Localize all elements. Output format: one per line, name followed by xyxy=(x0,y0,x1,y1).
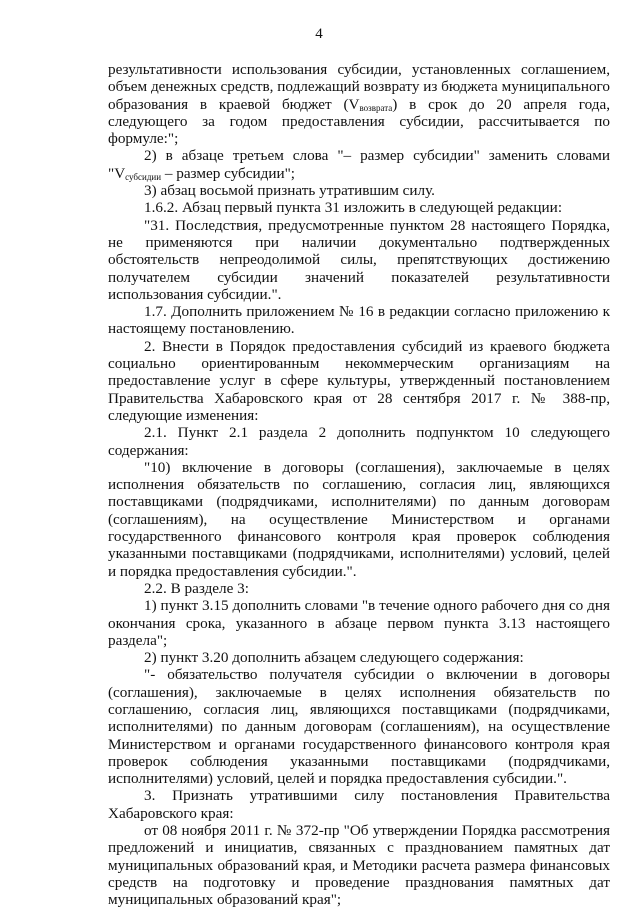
paragraph-text: от 08 ноября 2011 г. № 372-пр "Об утверждении Порядка рассмотрения предложений и инициатив, связанных с празднованием памятных дат муниципальных образований края, и Методики расчета размера финансовых средств на подготовку и проведение празднования памятных дат муниципальных образований края"; xyxy=(108,822,610,909)
document-body xyxy=(108,61,610,909)
paragraph-text: 3) абзац восьмой признать утратившим силу. xyxy=(144,182,435,200)
paragraph-2 xyxy=(108,338,610,424)
paragraph-text: 2) пункт 3.20 дополнить абзацем следующего содержания: xyxy=(144,649,524,667)
paragraph-text: 1.7. Дополнить приложением № 16 в редакции согласно приложению к настоящему постановлению. xyxy=(108,303,610,338)
paragraph-text: "10) включение в договоры (соглашения), заключаемые в целях исполнения обязательств по соглашению, согласия лиц, являющихся поставщиками (подрядчиками, исполнителями) по данным договорам (соглашениям), на осуществление Министерством и органами государственного финансового контроля края проверок соблюдения указанными поставщиками (подрядчиками, исполнителями) условий, целей и порядка предоставления субсидии.". xyxy=(108,458,610,580)
paragraph-text: 2.2. В разделе 3: xyxy=(144,579,249,597)
paragraph-10 xyxy=(108,459,610,580)
page-number: 4 xyxy=(315,26,323,42)
paragraph-text: "31. Последствия, предусмотренные пунктом 28 настоящего Порядка, не применяются при наличии документально подтвержденных обстоятельств непреодолимой силы, препятствующих достижению получателем субсидии значений показателей результативности использования субсидии.". xyxy=(108,216,610,303)
paragraph-text: 2) в абзаце третьем слова "– размер субсидии" заменить словами "V xyxy=(108,147,610,182)
paragraph-2-1 xyxy=(108,424,610,459)
paragraph-text: "- обязательство получателя субсидии о включении в договоры (соглашения), заключаемые в целях исполнения обязательств по соглашению, согласия лиц, являющихся поставщиками (подрядчиками, исполнителями) по данным договорам (соглашениям), на осуществление Министерством и органами государственного финансового контроля края проверок соблюдения указанными поставщиками (подрядчиками, исполнителями) условий, целей и порядка предоставления субсидии.". xyxy=(108,666,610,788)
paragraph-372 xyxy=(108,822,610,908)
paragraph-text: 2.1. Пункт 2.1 раздела 2 дополнить подпунктом 10 следующего содержания: xyxy=(108,424,610,459)
paragraph-2-2-1 xyxy=(108,597,610,649)
subscript-text: возврата xyxy=(359,102,393,113)
paragraph-1-7 xyxy=(108,303,610,338)
paragraph-text: результативности использования субсидии, установленных соглашением, объем денежных средств, подлежащий возврату из бюджета муниципального образования в краевой бюджет (V xyxy=(108,61,610,113)
paragraph-2-2 xyxy=(108,580,610,597)
subscript-text: субсидии xyxy=(125,171,162,182)
paragraph-1-6-2 xyxy=(108,199,610,216)
paragraph-2-2-2 xyxy=(108,649,610,666)
paragraph-31 xyxy=(108,217,610,303)
paragraph-text: 3. Признать утратившими силу постановления Правительства Хабаровского края: xyxy=(108,787,610,822)
paragraph-item-2 xyxy=(108,147,610,182)
paragraph-3 xyxy=(108,787,610,822)
paragraph-continuation xyxy=(108,61,610,147)
paragraph-text: ) в срок до 20 апреля года, следующего за годом предоставления субсидии, рассчитывается по формуле:"; xyxy=(108,95,610,148)
paragraph-obligation xyxy=(108,666,610,787)
paragraph-item-3 xyxy=(108,182,610,199)
paragraph-text: 1.6.2. Абзац первый пункта 31 изложить в следующей редакции: xyxy=(144,199,563,217)
paragraph-text: – размер субсидии"; xyxy=(161,164,296,182)
paragraph-text: 1) пункт 3.15 дополнить словами "в течение одного рабочего дня со дня окончания срока, указанного в абзаце первом пункта 3.13 настоящего раздела"; xyxy=(108,597,610,649)
paragraph-text: 2. Внести в Порядок предоставления субсидий из краевого бюджета социально ориентированным некоммерческим организациям на предоставление услуг в сфере культуры, утвержденный постановлением Правительства Хабаровского края от 28 сентября 2017 г. № 388-пр, следующие изменения: xyxy=(108,337,610,424)
